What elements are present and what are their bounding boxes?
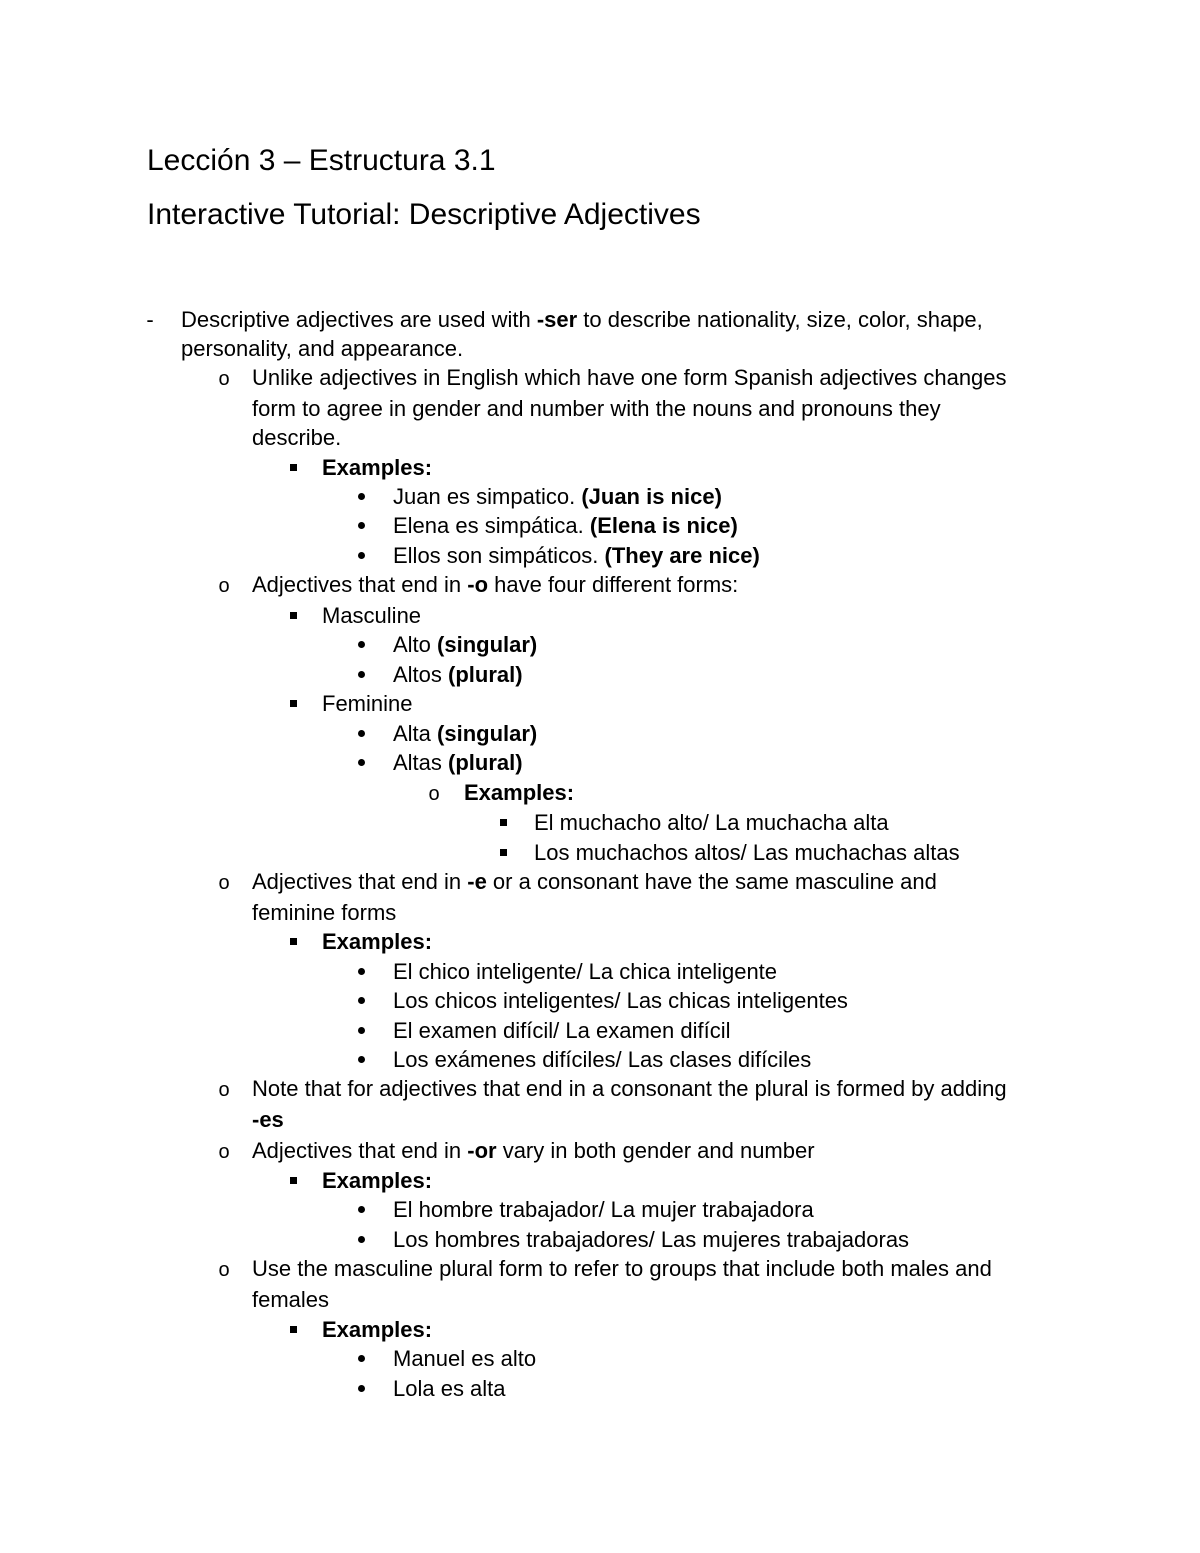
square-bullet	[290, 464, 297, 471]
examples-label: Examples:	[322, 929, 433, 954]
dot-bullet	[358, 493, 365, 500]
dot-bullet	[358, 522, 365, 529]
feminine-label: Feminine	[322, 691, 413, 716]
unlike-line-1: Unlike adjectives in English which have one form Spanish adjectives changes	[252, 365, 1007, 390]
example-item: El examen difícil/ La examen difícil	[393, 1018, 731, 1043]
circle-bullet: o	[428, 783, 440, 805]
note-line-2: -es	[252, 1107, 284, 1132]
masculine-label: Masculine	[322, 603, 422, 628]
example-item: Elena es simpática. (Elena is nice)	[393, 513, 738, 538]
page-title: Lección 3 – Estructura 3.1	[147, 144, 496, 177]
dot-bullet	[358, 1027, 365, 1034]
square-bullet	[290, 1177, 297, 1184]
dot-bullet	[358, 759, 365, 766]
example-item: El chico inteligente/ La chica inteligente	[393, 959, 778, 984]
example-item: El muchacho alto/ La muchacha alta	[534, 810, 889, 835]
example-item: Los chicos inteligentes/ Las chicas inteligentes	[393, 988, 848, 1013]
form-item: Altas (plural)	[393, 750, 523, 775]
circle-bullet: o	[218, 368, 230, 390]
square-bullet	[290, 612, 297, 619]
e-forms-line-1: Adjectives that end in -e or a consonant have the same masculine and	[252, 869, 937, 894]
dot-bullet	[358, 730, 365, 737]
example-item: Los muchachos altos/ Las muchachas altas	[534, 840, 960, 865]
dot-bullet	[358, 968, 365, 975]
page-subtitle: Interactive Tutorial: Descriptive Adjectives	[147, 198, 701, 231]
dot-bullet	[358, 997, 365, 1004]
dash-bullet: -	[146, 307, 154, 332]
dot-bullet	[358, 552, 365, 559]
circle-bullet: o	[218, 872, 230, 894]
plural-line-1: Use the masculine plural form to refer to groups that include both males and	[252, 1256, 992, 1281]
dot-bullet	[358, 1056, 365, 1063]
o-forms-line: Adjectives that end in -o have four different forms:	[252, 572, 739, 597]
dot-bullet	[358, 1385, 365, 1392]
examples-label: Examples:	[322, 455, 433, 480]
dot-bullet	[358, 641, 365, 648]
square-bullet	[290, 938, 297, 945]
e-forms-line-2: feminine forms	[252, 900, 397, 925]
circle-bullet: o	[218, 1079, 230, 1101]
form-item: Alto (singular)	[393, 632, 538, 657]
example-item: Los hombres trabajadores/ Las mujeres trabajadoras	[393, 1227, 910, 1252]
square-bullet	[290, 1326, 297, 1333]
dot-bullet	[358, 1206, 365, 1213]
intro-line-2: personality, and appearance.	[181, 336, 464, 361]
examples-label: Examples:	[464, 780, 575, 805]
form-item: Altos (plural)	[393, 662, 523, 687]
examples-label: Examples:	[322, 1168, 433, 1193]
example-item: El hombre trabajador/ La mujer trabajadora	[393, 1197, 814, 1222]
dot-bullet	[358, 1236, 365, 1243]
circle-bullet: o	[218, 575, 230, 597]
note-line-1: Note that for adjectives that end in a consonant the plural is formed by adding	[252, 1076, 1007, 1101]
or-forms-line: Adjectives that end in -or vary in both gender and number	[252, 1138, 815, 1163]
example-item: Ellos son simpáticos. (They are nice)	[393, 543, 760, 568]
form-item: Alta (singular)	[393, 721, 538, 746]
square-bullet	[500, 849, 507, 856]
unlike-line-2: form to agree in gender and number with the nouns and pronouns they	[252, 396, 941, 421]
example-item: Manuel es alto	[393, 1346, 537, 1371]
example-item: Los exámenes difíciles/ Las clases difíciles	[393, 1047, 812, 1072]
example-item: Lola es alta	[393, 1376, 506, 1401]
dot-bullet	[358, 1355, 365, 1362]
plural-line-2: females	[252, 1287, 330, 1312]
examples-label: Examples:	[322, 1317, 433, 1342]
intro-line-1: Descriptive adjectives are used with -ser to describe nationality, size, color, shape,	[181, 307, 983, 332]
dot-bullet	[358, 671, 365, 678]
square-bullet	[290, 700, 297, 707]
circle-bullet: o	[218, 1141, 230, 1163]
circle-bullet: o	[218, 1259, 230, 1281]
example-item: Juan es simpatico. (Juan is nice)	[393, 484, 722, 509]
unlike-line-3: describe.	[252, 425, 342, 450]
square-bullet	[500, 819, 507, 826]
